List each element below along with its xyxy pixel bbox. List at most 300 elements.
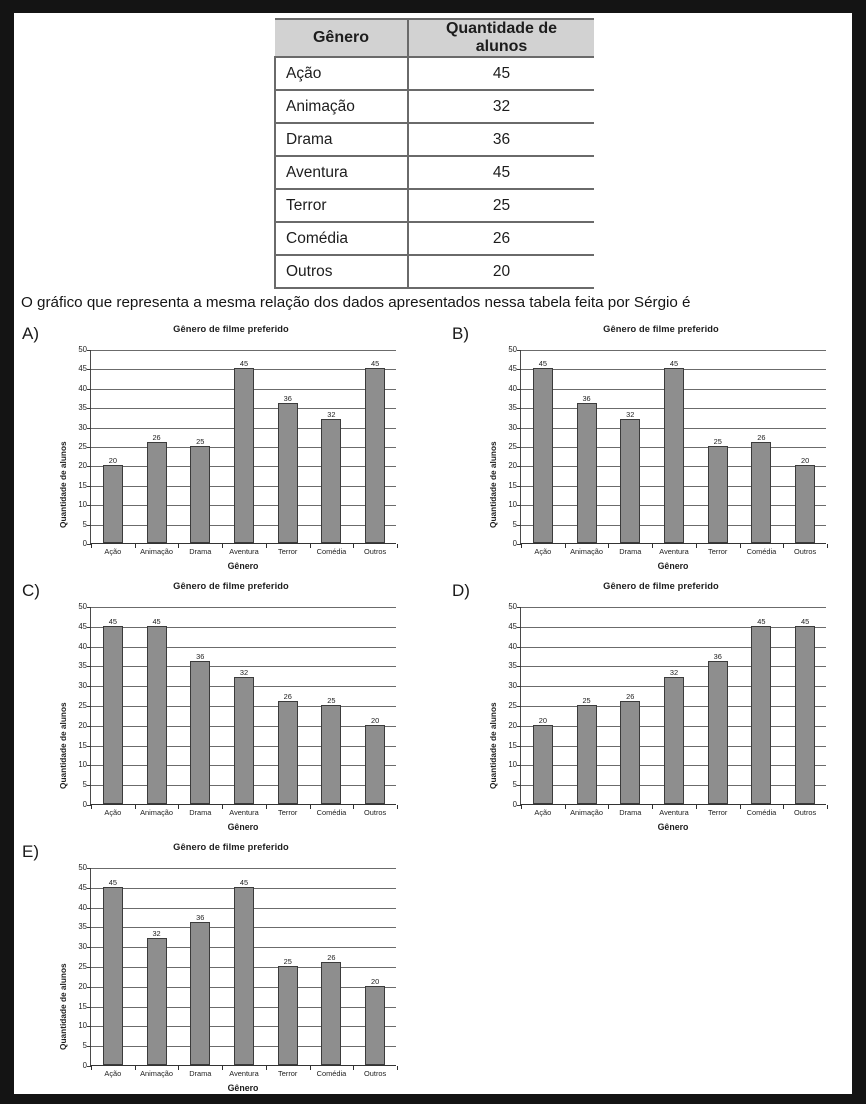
y-tick-mark — [87, 947, 91, 948]
y-tick-label: 10 — [508, 760, 517, 770]
bar-chart-d — [484, 581, 838, 839]
y-tick-label: 35 — [78, 922, 87, 932]
cell-genre: Aventura — [275, 156, 408, 189]
y-tick-label: 30 — [78, 681, 87, 691]
x-tick-mark — [178, 1066, 179, 1070]
y-tick-label: 40 — [78, 902, 87, 912]
bar — [533, 715, 553, 804]
x-tick-mark — [397, 805, 398, 809]
y-tick-mark — [87, 408, 91, 409]
x-tick-mark — [310, 805, 311, 809]
x-tick-label: Aventura — [229, 547, 259, 556]
y-tick-mark — [87, 1007, 91, 1008]
y-tick-mark — [87, 525, 91, 526]
bar — [278, 692, 298, 804]
x-tick-mark — [222, 544, 223, 548]
y-tick-label: 25 — [78, 442, 87, 452]
x-tick-mark — [135, 805, 136, 809]
x-axis-label: Gênero — [227, 1083, 259, 1093]
bar — [751, 616, 771, 804]
y-tick-mark — [517, 466, 521, 467]
y-tick-mark — [87, 647, 91, 648]
bar — [190, 913, 210, 1065]
cell-genre: Outros — [275, 255, 408, 288]
y-tick-mark — [87, 1046, 91, 1047]
x-tick-mark — [222, 1066, 223, 1070]
cell-genre: Comédia — [275, 222, 408, 255]
bar-value-label: 25 — [283, 957, 292, 966]
y-tick-mark — [517, 785, 521, 786]
bar — [321, 953, 341, 1065]
x-tick-label: Drama — [619, 547, 642, 556]
bar-value-label: 20 — [371, 715, 380, 725]
bar-value-label: 25 — [196, 437, 205, 446]
bar-value-label: 45 — [152, 616, 161, 626]
gridline — [521, 350, 826, 351]
table-row — [275, 57, 594, 90]
bar — [620, 692, 640, 804]
y-tick-mark — [87, 505, 91, 506]
y-tick-label: 45 — [78, 882, 87, 892]
cell-genre: Terror — [275, 189, 408, 222]
bar-value-label: 26 — [327, 953, 336, 963]
bar-value-label: 36 — [713, 652, 722, 662]
bar-chart-a — [54, 324, 408, 578]
gridline — [521, 607, 826, 608]
x-tick-mark — [696, 544, 697, 548]
bar-value-label: 36 — [582, 394, 591, 404]
y-tick-label: 30 — [508, 422, 517, 432]
x-tick-mark — [608, 805, 609, 809]
x-tick-mark — [783, 805, 784, 809]
x-tick-label: Ação — [104, 1069, 122, 1078]
cell-count: 36 — [408, 123, 594, 156]
bar-value-label: 32 — [327, 409, 336, 419]
x-tick-mark — [565, 805, 566, 809]
y-tick-mark — [87, 428, 91, 429]
chart-title: Gênero de filme preferido — [603, 324, 719, 334]
x-tick-mark — [310, 1066, 311, 1070]
data-table-container — [274, 18, 594, 289]
y-tick-mark — [87, 369, 91, 370]
bar — [190, 652, 210, 804]
y-tick-label: 50 — [508, 345, 517, 355]
cell-count: 45 — [408, 57, 594, 90]
x-tick-mark — [740, 805, 741, 809]
y-tick-label: 5 — [512, 519, 517, 529]
x-tick-mark — [565, 544, 566, 548]
plot-area — [78, 345, 396, 556]
bar-value-label: 45 — [371, 359, 380, 369]
x-tick-mark — [353, 1066, 354, 1070]
x-tick-label: Terror — [278, 808, 298, 817]
bar-chart-e — [54, 842, 408, 1094]
y-tick-mark — [517, 746, 521, 747]
option-letter-d: D) — [452, 581, 470, 600]
x-tick-mark — [310, 544, 311, 548]
table-row — [275, 189, 594, 222]
y-tick-label: 20 — [78, 981, 87, 991]
y-tick-mark — [87, 967, 91, 968]
y-tick-mark — [517, 686, 521, 687]
bar-value-label: 25 — [582, 696, 591, 705]
bar-value-label: 45 — [669, 359, 679, 369]
y-tick-label: 35 — [508, 403, 517, 413]
x-tick-mark — [353, 805, 354, 809]
y-tick-mark — [87, 908, 91, 909]
y-axis-label: Quantidade de alunos — [488, 441, 498, 529]
x-tick-mark — [397, 1066, 398, 1070]
x-tick-mark — [521, 544, 522, 548]
y-tick-label: 50 — [78, 345, 87, 355]
y-tick-label: 10 — [78, 500, 87, 510]
table-row — [275, 90, 594, 123]
x-axis-label: Gênero — [227, 561, 259, 571]
x-axis-label: Gênero — [657, 561, 689, 571]
gridline — [91, 350, 396, 351]
bar — [365, 976, 385, 1065]
y-tick-label: 0 — [82, 800, 87, 810]
table-row — [275, 222, 594, 255]
plot-area — [508, 345, 826, 556]
y-tick-mark — [87, 726, 91, 727]
bar-value-label: 32 — [239, 668, 249, 678]
x-tick-mark — [652, 805, 653, 809]
x-tick-label: Comédia — [746, 547, 777, 556]
y-tick-label: 20 — [78, 461, 87, 471]
x-tick-label: Comédia — [316, 808, 347, 817]
y-tick-label: 50 — [78, 863, 87, 873]
x-axis-label: Gênero — [657, 822, 689, 832]
bar-value-label: 25 — [327, 696, 336, 705]
y-tick-label: 50 — [508, 602, 517, 612]
bar — [278, 394, 298, 543]
y-tick-mark — [87, 666, 91, 667]
bar — [751, 433, 771, 543]
question-text: O gráfico que representa a mesma relação dos dados apresentados nessa tabela feita por Sérgio é — [21, 294, 691, 311]
bar-value-label: 36 — [283, 394, 292, 404]
y-tick-mark — [517, 726, 521, 727]
x-tick-label: Animação — [140, 547, 173, 556]
bar-value-label: 20 — [538, 715, 547, 725]
x-tick-mark — [178, 544, 179, 548]
x-tick-label: Terror — [708, 547, 728, 556]
bar-value-label: 45 — [801, 616, 810, 626]
y-tick-label: 45 — [78, 364, 87, 374]
x-tick-mark — [521, 805, 522, 809]
cell-count: 45 — [408, 156, 594, 189]
x-tick-label: Terror — [278, 1069, 298, 1078]
gridline — [521, 627, 826, 628]
x-tick-label: Aventura — [659, 547, 689, 556]
bar-value-label: 32 — [152, 929, 161, 939]
y-tick-label: 20 — [78, 720, 87, 730]
y-tick-label: 0 — [512, 800, 517, 810]
column-header-genre: Gênero — [275, 19, 408, 57]
y-tick-label: 15 — [508, 480, 517, 490]
y-tick-mark — [517, 505, 521, 506]
y-tick-mark — [517, 765, 521, 766]
y-tick-label: 45 — [78, 621, 87, 631]
x-tick-label: Animação — [140, 808, 173, 817]
option-letter-c: C) — [22, 581, 40, 600]
option-letter-b: B) — [452, 324, 469, 343]
y-tick-mark — [87, 350, 91, 351]
bar-value-label: 26 — [626, 692, 635, 702]
bar — [620, 409, 640, 543]
bar-value-label: 20 — [801, 456, 810, 466]
bar-value-label: 32 — [669, 668, 679, 678]
y-tick-label: 30 — [508, 681, 517, 691]
bar — [577, 394, 597, 543]
x-tick-label: Terror — [708, 808, 728, 817]
y-tick-label: 15 — [78, 1001, 87, 1011]
bar-value-label: 20 — [371, 976, 380, 986]
table-head — [275, 19, 594, 57]
bar — [533, 359, 553, 543]
x-tick-label: Comédia — [746, 808, 777, 817]
x-tick-mark — [783, 544, 784, 548]
x-tick-mark — [397, 544, 398, 548]
plot-area — [78, 863, 396, 1078]
y-tick-label: 30 — [78, 422, 87, 432]
y-axis-label: Quantidade de alunos — [58, 441, 68, 529]
y-tick-mark — [87, 686, 91, 687]
bar — [365, 715, 385, 804]
bar — [708, 437, 728, 543]
y-tick-mark — [517, 525, 521, 526]
y-tick-mark — [517, 627, 521, 628]
bar — [234, 877, 254, 1065]
bar — [147, 929, 167, 1065]
x-tick-mark — [827, 805, 828, 809]
y-tick-label: 5 — [82, 780, 87, 790]
y-tick-label: 0 — [82, 1061, 87, 1071]
y-tick-label: 20 — [508, 461, 517, 471]
y-tick-mark — [517, 666, 521, 667]
y-tick-mark — [87, 785, 91, 786]
y-tick-label: 35 — [78, 403, 87, 413]
column-header-count: Quantidade de alunos — [408, 19, 594, 57]
y-tick-mark — [87, 927, 91, 928]
x-tick-mark — [608, 544, 609, 548]
x-tick-mark — [696, 805, 697, 809]
y-tick-mark — [87, 888, 91, 889]
bar-chart-c — [54, 581, 408, 839]
y-tick-mark — [87, 389, 91, 390]
chart-title: Gênero de filme preferido — [173, 324, 289, 334]
y-tick-label: 25 — [78, 962, 87, 972]
gridline — [91, 868, 396, 869]
bar — [147, 433, 167, 543]
y-tick-mark — [517, 706, 521, 707]
x-tick-label: Outros — [364, 547, 387, 556]
y-tick-label: 25 — [78, 701, 87, 711]
y-tick-label: 15 — [78, 740, 87, 750]
x-tick-label: Comédia — [316, 547, 347, 556]
y-tick-label: 35 — [508, 661, 517, 671]
gridline — [91, 607, 396, 608]
y-tick-mark — [517, 369, 521, 370]
y-tick-label: 5 — [82, 519, 87, 529]
y-tick-label: 5 — [82, 1041, 87, 1051]
cell-count: 25 — [408, 189, 594, 222]
y-tick-mark — [87, 627, 91, 628]
bar — [321, 409, 341, 543]
y-axis-label: Quantidade de alunos — [488, 702, 498, 790]
y-tick-mark — [517, 447, 521, 448]
cell-genre: Drama — [275, 123, 408, 156]
x-tick-label: Drama — [189, 547, 212, 556]
y-tick-label: 15 — [78, 480, 87, 490]
x-tick-label: Aventura — [659, 808, 689, 817]
table-row — [275, 255, 594, 288]
y-tick-label: 30 — [78, 942, 87, 952]
x-tick-mark — [178, 805, 179, 809]
y-axis-label: Quantidade de alunos — [58, 702, 68, 790]
y-tick-mark — [517, 408, 521, 409]
y-tick-label: 25 — [508, 701, 517, 711]
x-tick-label: Outros — [794, 808, 817, 817]
x-tick-label: Outros — [364, 1069, 387, 1078]
x-tick-label: Animação — [570, 808, 603, 817]
x-tick-mark — [266, 1066, 267, 1070]
y-tick-label: 10 — [78, 1021, 87, 1031]
x-tick-label: Drama — [189, 808, 212, 817]
y-tick-label: 40 — [78, 641, 87, 651]
y-tick-label: 40 — [78, 383, 87, 393]
gridline — [91, 627, 396, 628]
y-tick-label: 0 — [82, 539, 87, 549]
x-tick-label: Ação — [104, 808, 122, 817]
plot-area — [508, 602, 826, 817]
bar-value-label: 45 — [239, 877, 249, 887]
y-tick-mark — [517, 607, 521, 608]
chart-title: Gênero de filme preferido — [173, 842, 289, 852]
y-tick-mark — [517, 647, 521, 648]
x-tick-label: Comédia — [316, 1069, 347, 1078]
table-row — [275, 123, 594, 156]
bar — [147, 616, 167, 804]
y-tick-mark — [87, 765, 91, 766]
x-tick-mark — [135, 544, 136, 548]
bar-value-label: 32 — [626, 409, 635, 419]
exam-page — [14, 13, 852, 1094]
x-tick-label: Outros — [364, 808, 387, 817]
x-tick-label: Animação — [570, 547, 603, 556]
bar-value-label: 20 — [108, 456, 117, 466]
y-tick-label: 10 — [508, 500, 517, 510]
x-tick-mark — [91, 1066, 92, 1070]
option-letter-e: E) — [22, 842, 39, 861]
cell-count: 20 — [408, 255, 594, 288]
x-tick-mark — [353, 544, 354, 548]
table-header-row — [275, 19, 594, 57]
y-tick-label: 45 — [508, 621, 517, 631]
chart-title: Gênero de filme preferido — [603, 581, 719, 591]
bar-value-label: 45 — [239, 359, 249, 369]
y-tick-mark — [87, 486, 91, 487]
bar-value-label: 25 — [713, 437, 722, 446]
plot-area — [78, 602, 396, 817]
y-tick-mark — [517, 428, 521, 429]
y-tick-label: 35 — [78, 661, 87, 671]
bar — [577, 696, 597, 804]
y-tick-mark — [517, 486, 521, 487]
bar-value-label: 45 — [757, 616, 766, 626]
x-tick-mark — [827, 544, 828, 548]
bar — [234, 668, 254, 804]
x-tick-label: Aventura — [229, 808, 259, 817]
bar-value-label: 45 — [108, 877, 117, 887]
x-tick-label: Ação — [104, 547, 122, 556]
bar — [795, 456, 815, 543]
x-tick-mark — [91, 805, 92, 809]
bar — [664, 668, 684, 804]
gridline — [91, 647, 396, 648]
cell-count: 32 — [408, 90, 594, 123]
y-tick-label: 5 — [512, 780, 517, 790]
bar-value-label: 36 — [196, 652, 205, 662]
gridline — [91, 666, 396, 667]
table-row — [275, 156, 594, 189]
x-tick-mark — [652, 544, 653, 548]
x-tick-label: Ação — [534, 808, 552, 817]
bar — [795, 616, 815, 804]
x-tick-mark — [91, 544, 92, 548]
bar-value-label: 26 — [283, 692, 292, 702]
y-tick-mark — [87, 987, 91, 988]
cell-genre: Animação — [275, 90, 408, 123]
chart-title: Gênero de filme preferido — [173, 581, 289, 591]
x-axis-label: Gênero — [227, 822, 259, 832]
x-tick-mark — [266, 805, 267, 809]
genre-counts-table — [274, 18, 594, 289]
y-tick-mark — [87, 607, 91, 608]
bar-value-label: 26 — [152, 433, 161, 443]
x-tick-mark — [740, 544, 741, 548]
x-tick-label: Terror — [278, 547, 298, 556]
bar-value-label: 45 — [538, 359, 547, 369]
bar-chart-b — [484, 324, 838, 578]
table-body — [275, 57, 594, 288]
bar — [278, 957, 298, 1065]
y-tick-mark — [87, 1026, 91, 1027]
cell-count: 26 — [408, 222, 594, 255]
y-tick-mark — [517, 350, 521, 351]
gridline — [521, 647, 826, 648]
x-tick-label: Ação — [534, 547, 552, 556]
bar-value-label: 26 — [757, 433, 766, 443]
y-axis-label: Quantidade de alunos — [58, 963, 68, 1051]
bar — [365, 359, 385, 543]
bar — [234, 359, 254, 543]
y-tick-label: 50 — [78, 602, 87, 612]
y-tick-label: 25 — [508, 442, 517, 452]
y-tick-mark — [87, 746, 91, 747]
x-tick-label: Aventura — [229, 1069, 259, 1078]
bar-value-label: 36 — [196, 913, 205, 923]
bar — [103, 456, 123, 543]
y-tick-label: 45 — [508, 364, 517, 374]
y-tick-label: 20 — [508, 720, 517, 730]
y-tick-label: 15 — [508, 740, 517, 750]
bar — [664, 359, 684, 543]
y-tick-mark — [87, 706, 91, 707]
bar — [321, 696, 341, 804]
y-tick-mark — [87, 466, 91, 467]
y-tick-mark — [87, 447, 91, 448]
